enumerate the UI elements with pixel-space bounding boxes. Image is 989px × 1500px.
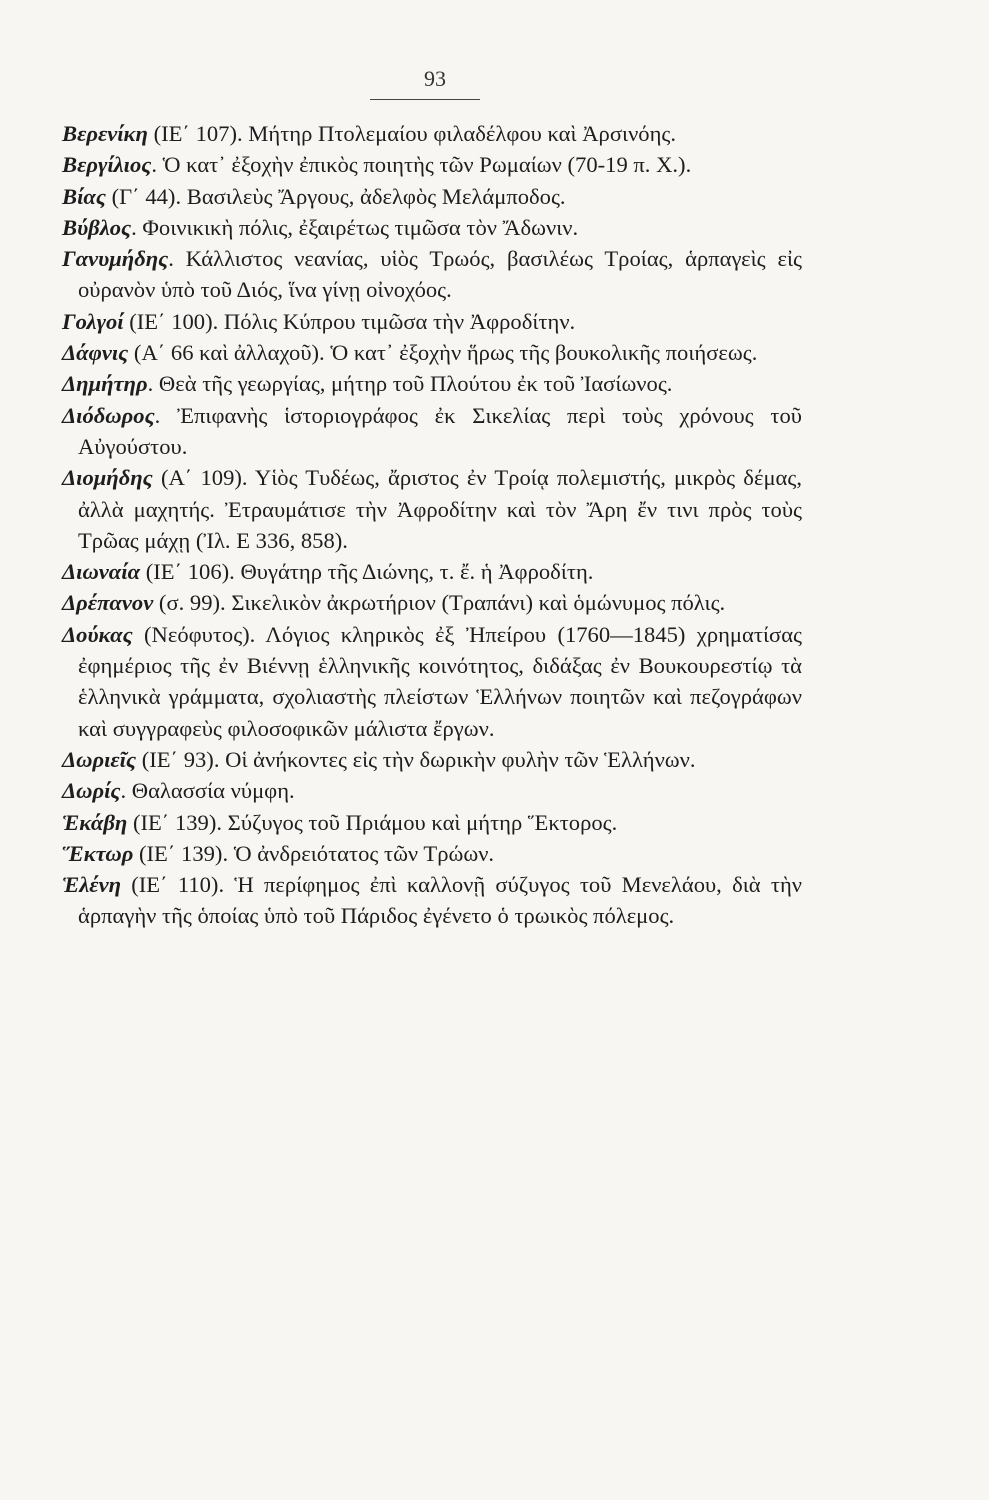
entry-head: Δημήτηρ [62,371,148,397]
entry-head: Ἕκτωρ [62,840,134,866]
entry-head: Ἑλένη [62,872,121,898]
entry [62,243,802,306]
entry-text: . Ἐπιφανὴς ἱστοριογράφος ἐκ Σικελίας περὶ τοὺς χρόνους τοῦ Αὐγούστου. [78,402,802,459]
entry [62,556,802,587]
entry [62,838,802,869]
entry [62,869,802,932]
entry-head: Δούκας [62,621,133,647]
entry-head: Ἑκάβη [62,809,128,835]
entry-text: (ΙΕ΄ 110). Ἡ περίφημος ἐπὶ καλλονῇ σύζυγος τοῦ Μενελάου, διὰ τὴν ἁρπαγὴν τῆς ὁποίας ὑπὸ τοῦ Πάριδος ἐγένετο ὁ τρωικὸς πόλεμος. [78,872,802,929]
entry [62,744,802,775]
entry [62,619,802,744]
entry [62,775,802,806]
entry-head: Διομήδης [62,465,153,491]
entry-text: . Ὁ κατ᾽ ἐξοχὴν ἐπικὸς ποιητὴς τῶν Ρωμαίων (70‑19 π. Χ.). [151,152,692,178]
entry-text: . Θαλασσία νύμφη. [120,778,295,804]
entry-text: (σ. 99). Σικελικὸν ἀκρωτήριον (Τραπάνι) καὶ ὁμώνυμος πόλις. [153,590,726,616]
entry-head: Διωναία [62,559,141,585]
entry [62,149,802,180]
entry-text: . Κάλλιστος νεανίας, υἱὸς Τρωός, βασιλέως Τροίας, ἁρπαγεὶς εἰς οὐρανὸν ὑπὸ τοῦ Διός, ἵνα γίνῃ οἰνοχόος. [78,246,802,303]
entry [62,807,802,838]
entry-head: Βεργίλιος [62,152,152,178]
entry-head: Δωρίς [62,778,121,804]
entry-text: (Α΄ 109). Υἱὸς Τυδέως, ἄριστος ἐν Τροίᾳ πολεμιστής, μικρὸς δέμας, ἀλλὰ μαχητής. Ἐτραυμάτισε τὴν Ἀφροδίτην καὶ τὸν Ἄρη ἔν τινι πρὸς τοὺς Τρῶας μάχῃ (Ἰλ. Ε 336, 858). [78,465,802,553]
entry [62,368,802,399]
entry-text: . Φοινικικὴ πόλις, ἐξαιρέτως τιμῶσα τὸν Ἄδωνιν. [131,214,579,240]
glossary-entries [62,118,802,932]
entry-head: Δωριεῖς [62,746,137,772]
entry-head: Βύβλος [62,214,132,240]
entry-text: (Νεόφυτος). Λόγιος κληρικὸς ἐξ Ἠπείρου (1760—1845) χρηματίσας ἐφημέριος τῆς ἐν Βιέννῃ ἑλληνικῆς κοινότητος, διδάξας ἐν Βουκουρεστίῳ τὰ ἑλληνικὰ γράμματα, σχολιαστὴς πλείστων Ἑλλήνων ποιητῶν καὶ πεζογράφων καὶ συγγραφεὺς φιλοσοφικῶν μάλιστα ἔργων. [78,621,802,741]
entry-head: Γολγοί [62,308,124,334]
entry-head: Βερενίκη [62,121,148,146]
entry-text: (ΙΕ΄ 106). Θυγάτηρ τῆς Διώνης, τ. ἔ. ἡ Ἀφροδίτη. [140,559,594,585]
entry-text: (Γ΄ 44). Βασιλεὺς Ἄργους, ἀδελφὸς Μελάμποδος. [105,183,566,209]
entry-text: (ΙΕ΄ 139). Ὁ ἀνδρειότατος τῶν Τρώων. [133,840,495,866]
entry [62,118,802,149]
entry [62,306,802,337]
entry-text: (ΙΕ΄ 139). Σύζυγος τοῦ Πριάμου καὶ μήτηρ Ἕκτορος. [127,809,618,835]
entry-text: (ΙΕ΄ 93). Οἱ ἀνήκοντες εἰς τὴν δωρικὴν φυλὴν τῶν Ἑλλήνων. [136,746,696,772]
page-number-rule [370,99,480,100]
entry [62,400,802,463]
entry-head: Βίας [62,183,106,209]
entry-head: Διόδωρος [62,402,155,428]
entry [62,587,802,618]
entry-text: (ΙΕ΄ 107). Μήτηρ Πτολεμαίου φιλαδέλφου καὶ Ἀρσινόης. [147,121,677,146]
entry [62,462,802,556]
entry [62,212,802,243]
entry [62,337,802,368]
entry-text: . Θεὰ τῆς γεωργίας, μήτηρ τοῦ Πλούτου ἐκ τοῦ Ἰασίωνος. [147,371,673,397]
entry-text: (Α΄ 66 καὶ ἀλλαχοῦ). Ὁ κατ᾽ ἐξοχὴν ἥρως τῆς βουκολικῆς ποιήσεως. [128,340,758,366]
entry-head: Δάφνις [62,340,129,366]
entry-head: Γανυμήδης [62,246,169,272]
entry-head: Δρέπανον [62,590,154,616]
page-number: 93 [424,66,446,91]
entry-text: (ΙΕ΄ 100). Πόλις Κύπρου τιμῶσα τὴν Ἀφροδίτην. [123,308,576,334]
entry [62,181,802,212]
